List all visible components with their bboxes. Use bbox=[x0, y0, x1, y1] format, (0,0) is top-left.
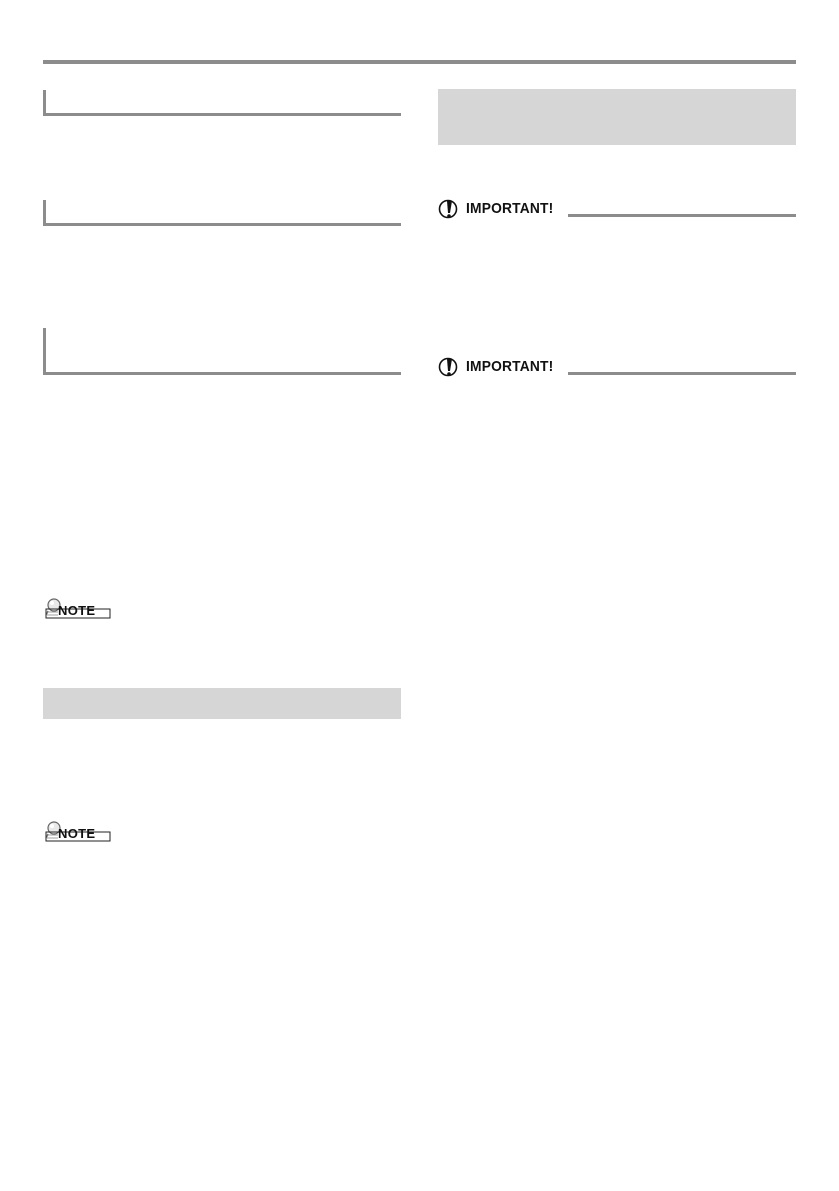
shaded-heading-box bbox=[438, 89, 796, 145]
callout-rule bbox=[568, 372, 796, 375]
important-callout-2 bbox=[438, 356, 796, 378]
section-heading-1 bbox=[43, 90, 401, 116]
exclamation-icon bbox=[438, 198, 462, 220]
top-rule bbox=[43, 60, 796, 64]
note-callout-1 bbox=[44, 597, 114, 619]
note-label: NOTE bbox=[58, 603, 96, 618]
important-callout-1 bbox=[438, 198, 796, 220]
callout-rule bbox=[568, 214, 796, 217]
section-heading-3 bbox=[43, 328, 401, 375]
exclamation-icon bbox=[438, 356, 462, 378]
section-heading-2 bbox=[43, 200, 401, 226]
note-callout-2 bbox=[44, 820, 114, 842]
note-label: NOTE bbox=[58, 826, 96, 841]
shaded-heading-bar bbox=[43, 688, 401, 719]
important-label: IMPORTANT! bbox=[466, 358, 554, 375]
important-label: IMPORTANT! bbox=[466, 200, 554, 217]
